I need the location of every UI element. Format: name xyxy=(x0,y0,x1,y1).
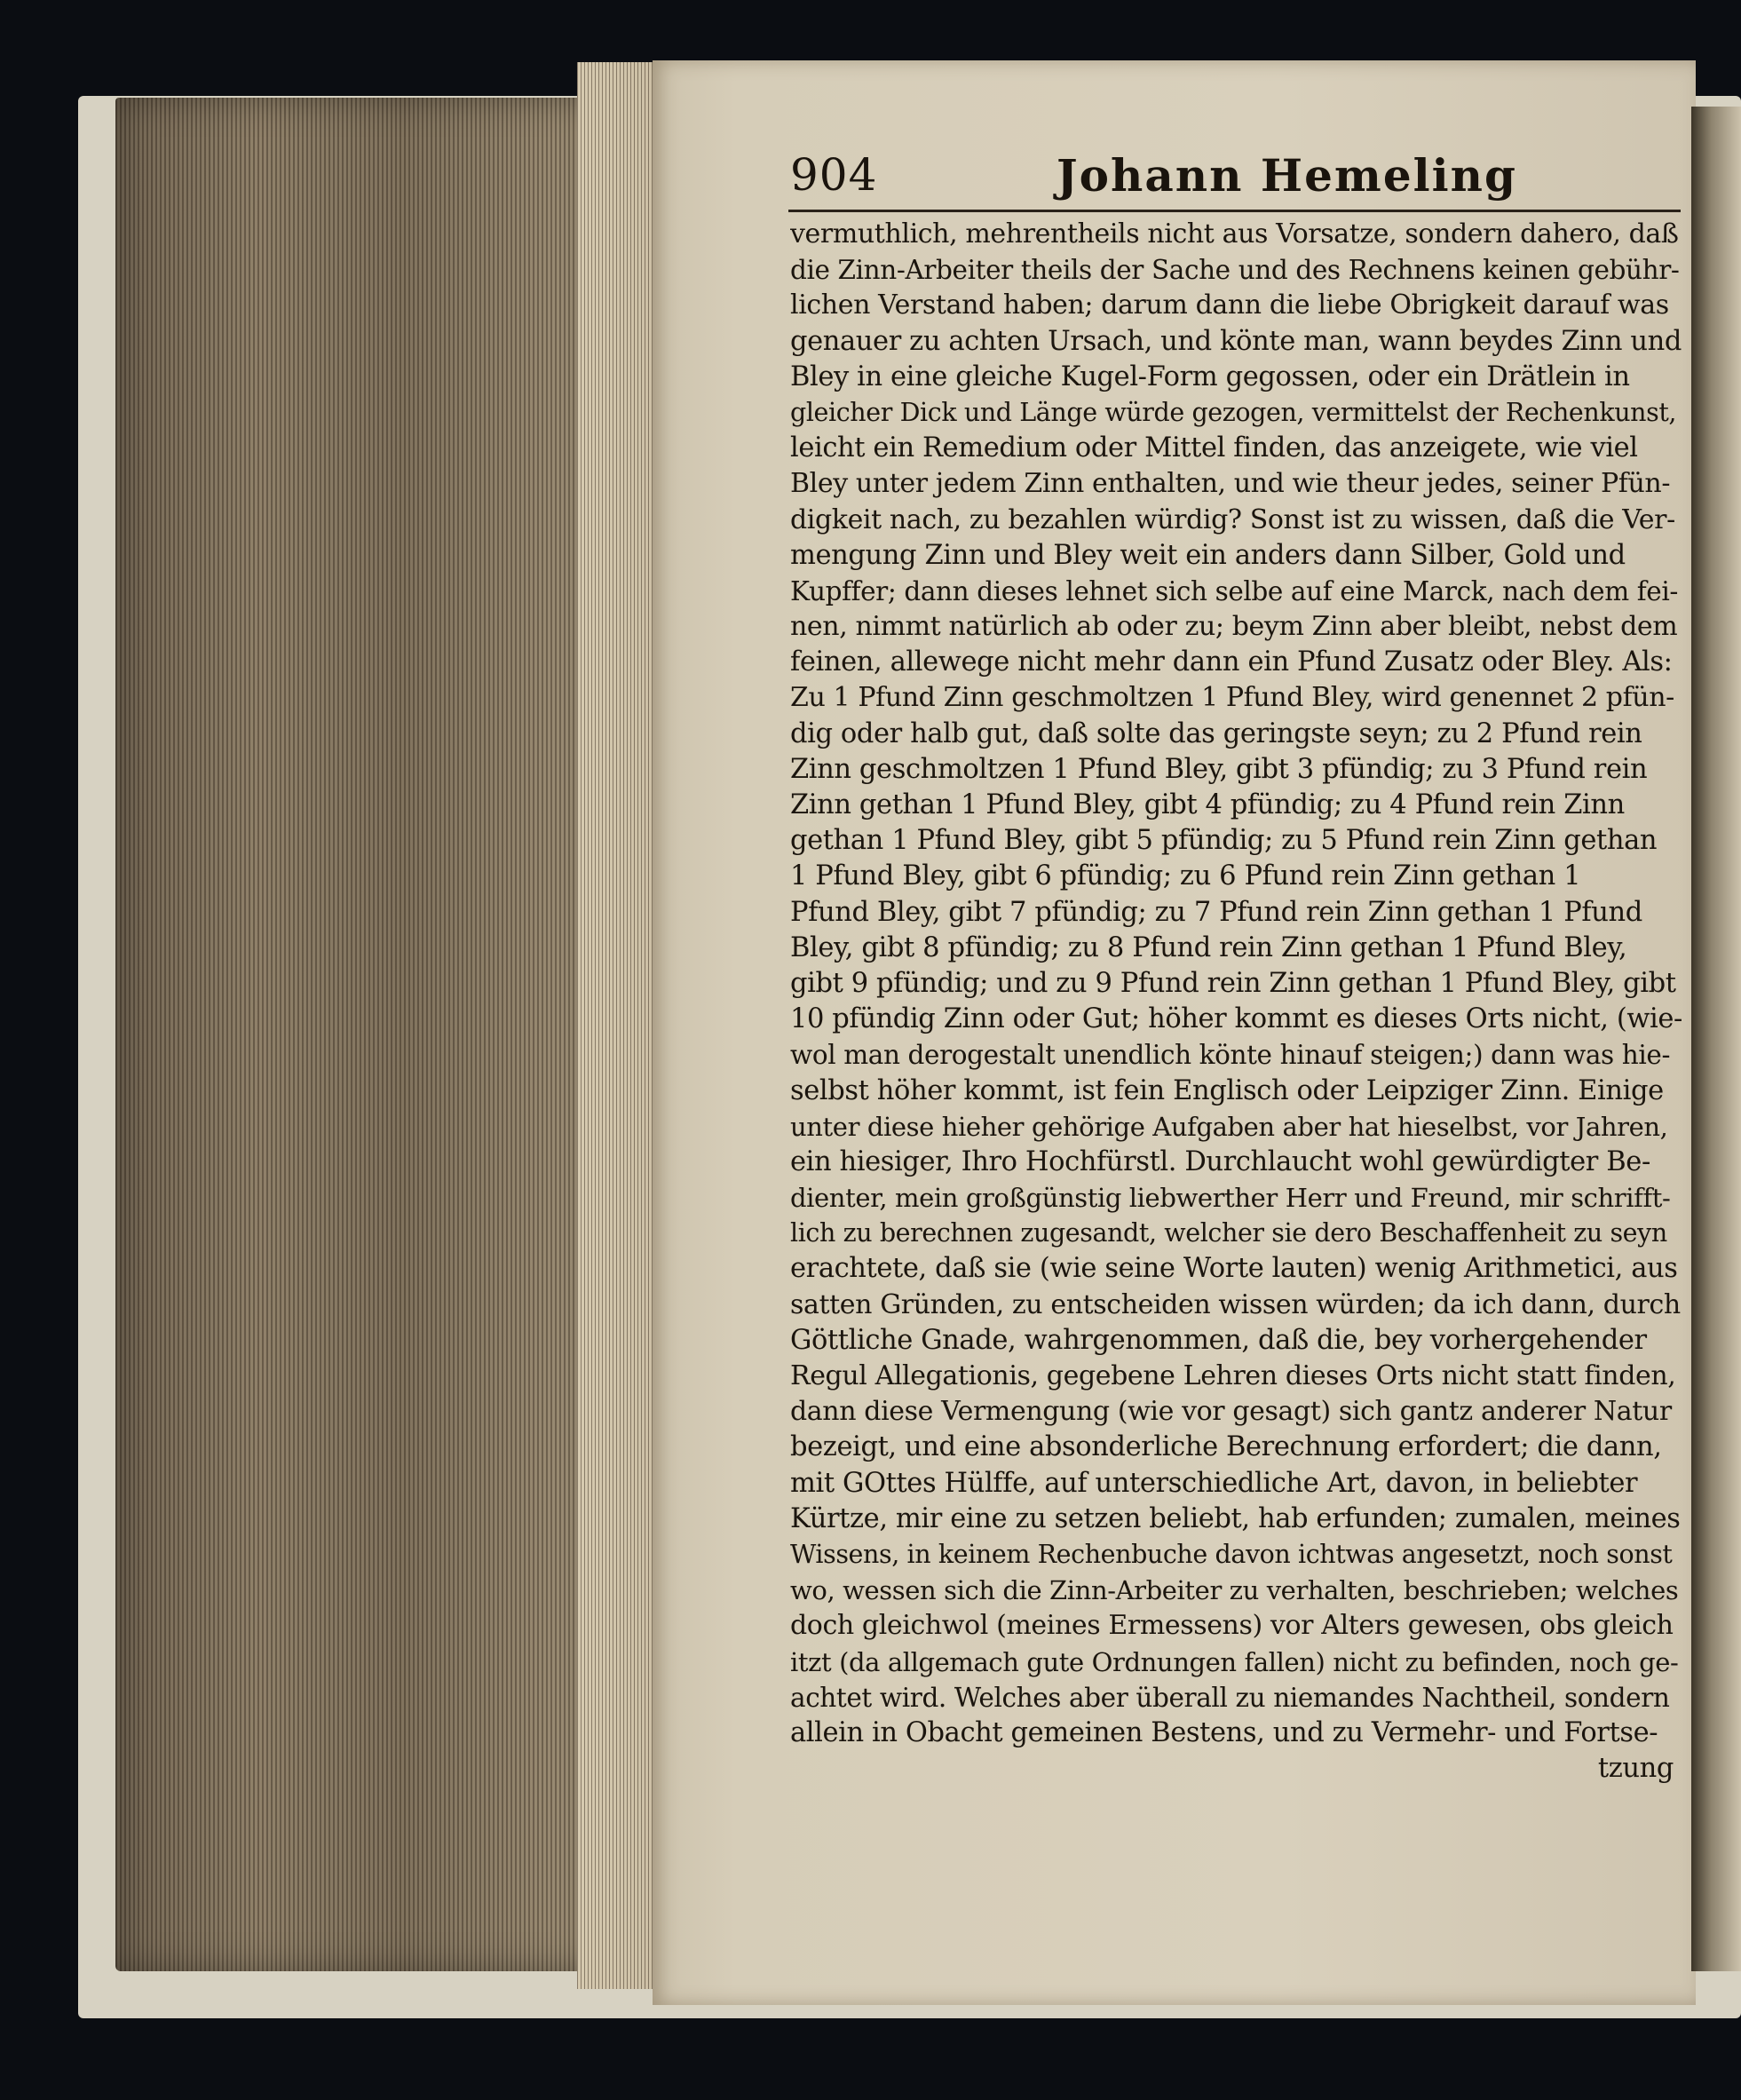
text-line: Kupffer; dann dieses lehnet sich selbe auf eine Marck, nach dem fei- xyxy=(790,575,1678,606)
text-line: lichen Verstand haben; darum dann die liebe Obrigkeit darauf was xyxy=(790,289,1669,321)
text-line: 10 pfündig Zinn oder Gut; höher kommt es dieses Orts nicht, (wie- xyxy=(790,1003,1682,1035)
text-line: feinen, allewege nicht mehr dann ein Pfund Zusatz oder Bley. Als: xyxy=(790,646,1673,678)
text-line: gibt 9 pfündig; und zu 9 Pfund rein Zinn gethan 1 Pfund Bley, gibt xyxy=(790,967,1676,999)
text-line: Bley in eine gleiche Kugel-Form gegossen, oder ein Drätlein in xyxy=(790,361,1630,392)
text-line: mit GOttes Hülffe, auf unterschiedliche Art, davon, in beliebter xyxy=(790,1467,1638,1499)
page-number: 904 xyxy=(790,149,878,201)
text-line: achtet wird. Welches aber überall zu niemandes Nachtheil, sondern xyxy=(790,1682,1670,1713)
text-line: die Zinn-Arbeiter theils der Sache und des Rechnens keinen gebühr- xyxy=(790,255,1680,286)
text-line: erachtete, daß sie (wie seine Worte lauten) wenig Arithmetici, aus xyxy=(790,1253,1678,1285)
text-line: allein in Obacht gemeinen Bestens, und zu Vermehr- und Fortse- xyxy=(790,1716,1658,1748)
text-line: vermuthlich, mehrentheils nicht aus Vorsatze, sondern dahero, daß xyxy=(790,218,1679,250)
text-line: tzung xyxy=(1597,1753,1674,1785)
text-line: wo, wessen sich die Zinn-Arbeiter zu verhalten, beschrieben; welches xyxy=(790,1575,1679,1606)
text-line: dig oder halb gut, daß solte das geringste seyn; zu 2 Pfund rein xyxy=(790,717,1642,749)
text-line: unter diese hieher gehörige Aufgaben aber hat hieselbst, vor Jahren, xyxy=(790,1111,1668,1142)
text-line: Wissens, in keinem Rechenbuche davon ichtwas angesetzt, noch sonst xyxy=(790,1539,1673,1569)
text-line: dienter, mein großgünstig liebwerther Herr und Freund, mir schrifft- xyxy=(790,1183,1671,1214)
text-line: digkeit nach, zu bezahlen würdig? Sonst ist zu wissen, daß die Ver- xyxy=(790,503,1675,535)
facing-page-edge xyxy=(1691,107,1741,1971)
running-title: Johann Hemeling xyxy=(1056,149,1517,202)
text-line: bezeigt, und eine absonderliche Berechnung erfordert; die dann, xyxy=(790,1431,1662,1463)
text-line: Zinn gethan 1 Pfund Bley, gibt 4 pfündig; zu 4 Pfund rein Zinn xyxy=(790,789,1625,820)
text-line: itzt (da allgemach gute Ordnungen fallen) nicht zu befinden, noch ge- xyxy=(790,1646,1679,1677)
page-stack-edge xyxy=(115,98,595,1971)
text-line: genauer zu achten Ursach, und könte man, wann beydes Zinn und xyxy=(790,325,1682,357)
text-line: mengung Zinn und Bley weit ein anders dann Silber, Gold und xyxy=(790,539,1626,571)
text-line: satten Gründen, zu entscheiden wissen würden; da ich dann, durch xyxy=(790,1288,1681,1320)
text-line: gleicher Dick und Länge würde gezogen, vermittelst der Rechenkunst, xyxy=(790,397,1677,427)
text-line: lich zu berechnen zugesandt, welcher sie dero Beschaffenheit zu seyn xyxy=(790,1218,1667,1248)
text-line: gethan 1 Pfund Bley, gibt 5 pfündig; zu 5 Pfund rein Zinn gethan xyxy=(790,825,1658,857)
text-line: Zu 1 Pfund Zinn geschmoltzen 1 Pfund Bley, wird genennet 2 pfün- xyxy=(790,682,1674,714)
text-line: Bley unter jedem Zinn enthalten, und wie theur jedes, seiner Pfün- xyxy=(790,468,1671,500)
text-line: doch gleichwol (meines Ermessens) vor Alters gewesen, obs gleich xyxy=(790,1610,1674,1642)
text-line: Bley, gibt 8 pfündig; zu 8 Pfund rein Zinn gethan 1 Pfund Bley, xyxy=(790,931,1627,963)
text-line: dann diese Vermengung (wie vor gesagt) sich gantz anderer Natur xyxy=(790,1396,1672,1428)
text-line: nen, nimmt natürlich ab oder zu; beym Zinn aber bleibt, nebst dem xyxy=(790,611,1678,643)
text-line: wol man derogestalt unendlich könte hinauf steigen;) dann was hie- xyxy=(790,1040,1671,1071)
text-line: leicht ein Remedium oder Mittel finden, das anzeigete, wie viel xyxy=(790,432,1638,464)
text-line: Pfund Bley, gibt 7 pfündig; zu 7 Pfund rein Zinn gethan 1 Pfund xyxy=(790,896,1642,928)
running-head xyxy=(790,149,1669,211)
text-line: Zinn geschmoltzen 1 Pfund Bley, gibt 3 pfündig; zu 3 Pfund rein xyxy=(790,753,1648,785)
body-text xyxy=(790,217,1682,1787)
text-line: ein hiesiger, Ihro Hochfürstl. Durchlaucht wohl gewürdigter Be- xyxy=(790,1145,1650,1177)
text-line: 1 Pfund Bley, gibt 6 pfündig; zu 6 Pfund rein Zinn gethan 1 xyxy=(790,860,1581,892)
header-rule xyxy=(788,210,1681,212)
text-line: Regul Allegationis, gegebene Lehren dieses Orts nicht statt finden, xyxy=(790,1360,1676,1391)
text-line: Kürtze, mir eine zu setzen beliebt, hab erfunden; zumalen, meines xyxy=(790,1502,1681,1534)
text-line: Göttliche Gnade, wahrgenommen, daß die, bey vorhergehender xyxy=(790,1324,1647,1356)
text-line: selbst höher kommt, ist fein Englisch oder Leipziger Zinn. Einige xyxy=(790,1074,1664,1106)
gutter-page-edges xyxy=(577,62,657,1989)
